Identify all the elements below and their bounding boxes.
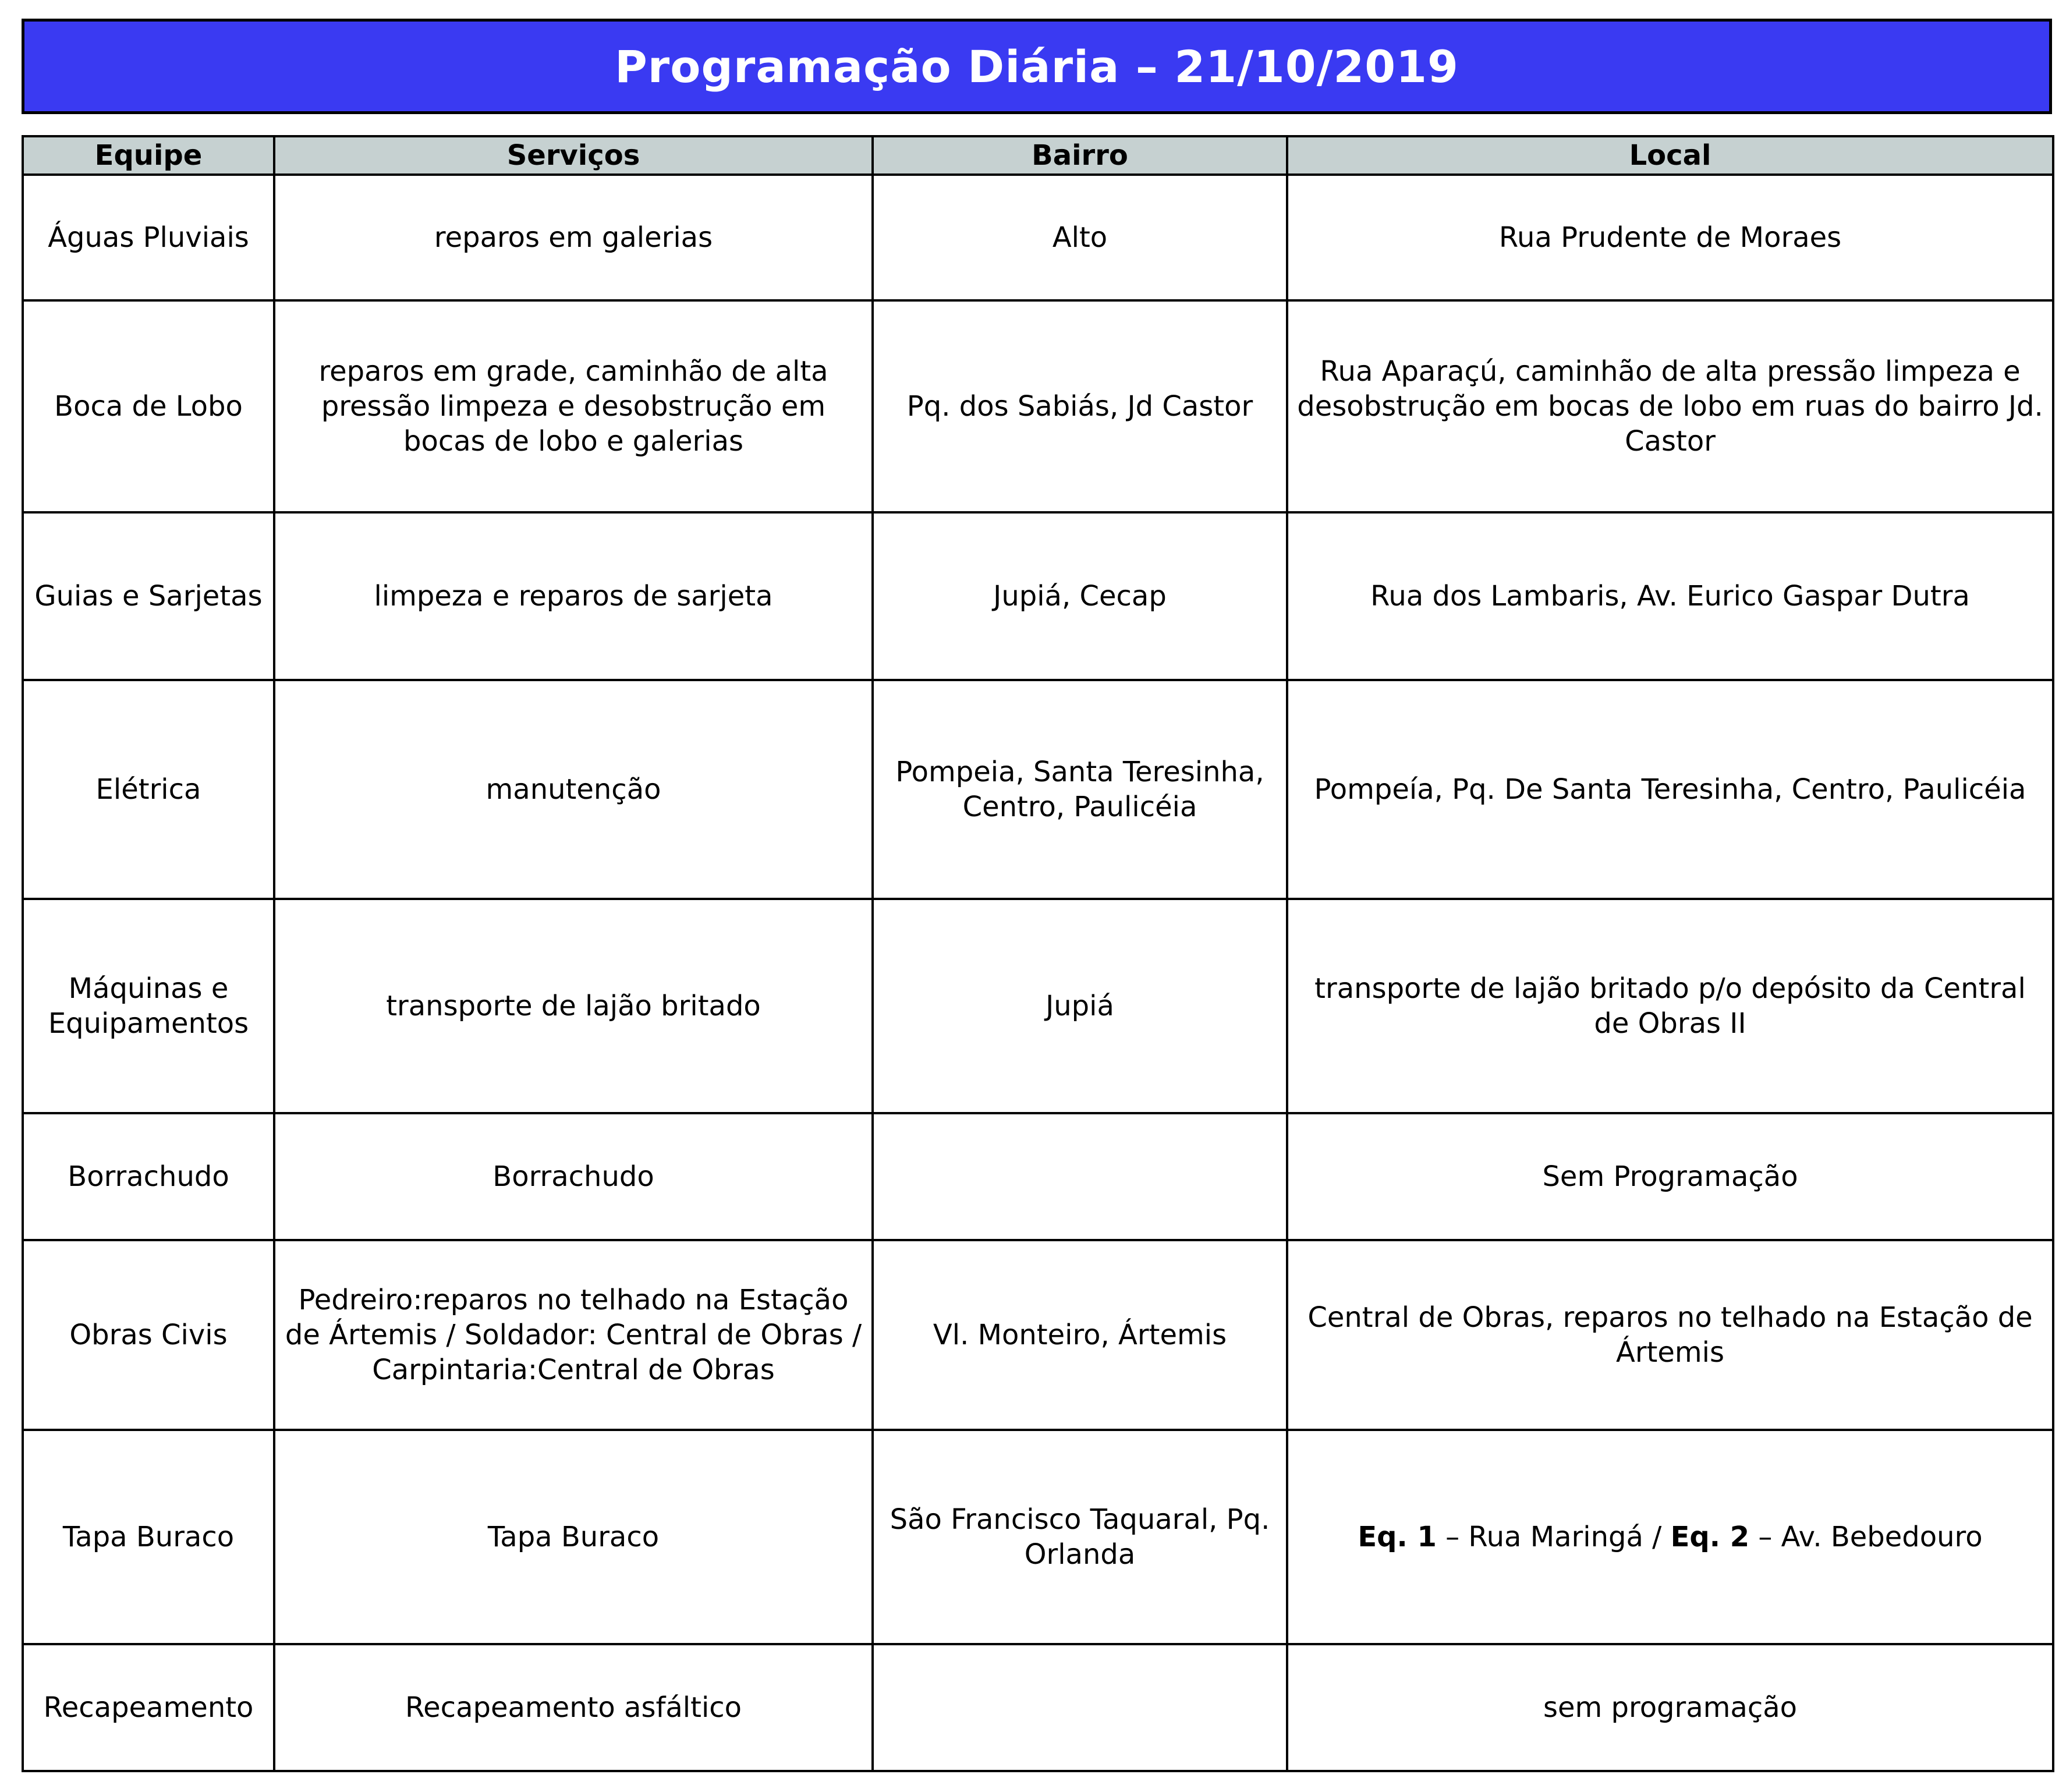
header-servicos: Serviços <box>274 136 873 175</box>
header-local: Local <box>1287 136 2053 175</box>
header-row <box>23 136 2053 175</box>
cell-local: Rua Aparaçú, caminhão de alta pressão limpeza e desobstrução em bocas de lobo em ruas do bairro Jd. Castor <box>1287 300 2053 512</box>
cell-local: Rua Prudente de Moraes <box>1287 175 2053 300</box>
cell-equipe: Borrachudo <box>23 1113 274 1240</box>
cell-local: sem programação <box>1287 1644 2053 1771</box>
table-row <box>23 1430 2053 1644</box>
cell-servicos: limpeza e reparos de sarjeta <box>274 512 873 680</box>
cell-servicos: Borrachudo <box>274 1113 873 1240</box>
cell-local: Sem Programação <box>1287 1113 2053 1240</box>
cell-local: Rua dos Lambaris, Av. Eurico Gaspar Dutra <box>1287 512 2053 680</box>
cell-local: transporte de lajão britado p/o depósito da Central de Obras II <box>1287 899 2053 1113</box>
cell-bairro: São Francisco Taquaral, Pq. Orlanda <box>873 1430 1287 1644</box>
cell-servicos: manutenção <box>274 680 873 899</box>
title-bar <box>22 19 2052 114</box>
cell-local <box>1287 1430 2053 1644</box>
eq1-text: – Rua Maringá / <box>1436 1521 1671 1553</box>
page-title: Programação Diária – 21/10/2019 <box>615 40 1459 93</box>
cell-bairro: Pq. dos Sabiás, Jd Castor <box>873 300 1287 512</box>
cell-equipe: Tapa Buraco <box>23 1430 274 1644</box>
cell-equipe: Águas Pluviais <box>23 175 274 300</box>
eq1-label: Eq. 1 <box>1358 1521 1437 1553</box>
cell-bairro: Jupiá <box>873 899 1287 1113</box>
cell-bairro: Pompeia, Santa Teresinha, Centro, Paulicéia <box>873 680 1287 899</box>
cell-servicos: Recapeamento asfáltico <box>274 1644 873 1771</box>
eq2-text: – Av. Bebedouro <box>1749 1521 1983 1553</box>
cell-equipe: Máquinas e Equipamentos <box>23 899 274 1113</box>
cell-bairro: Alto <box>873 175 1287 300</box>
cell-bairro <box>873 1644 1287 1771</box>
table-row <box>23 512 2053 680</box>
cell-equipe: Recapeamento <box>23 1644 274 1771</box>
header-bairro: Bairro <box>873 136 1287 175</box>
cell-equipe: Elétrica <box>23 680 274 899</box>
cell-equipe: Guias e Sarjetas <box>23 512 274 680</box>
cell-servicos: Tapa Buraco <box>274 1430 873 1644</box>
table-row <box>23 1644 2053 1771</box>
table-row <box>23 680 2053 899</box>
table-row <box>23 300 2053 512</box>
eq2-label: Eq. 2 <box>1670 1521 1750 1553</box>
table-row <box>23 1113 2053 1240</box>
header-equipe: Equipe <box>23 136 274 175</box>
cell-local: Pompeía, Pq. De Santa Teresinha, Centro, Paulicéia <box>1287 680 2053 899</box>
cell-servicos: reparos em grade, caminhão de alta pressão limpeza e desobstrução em bocas de lobo e galerias <box>274 300 873 512</box>
table-row <box>23 1240 2053 1430</box>
cell-servicos: transporte de lajão britado <box>274 899 873 1113</box>
cell-local: Central de Obras, reparos no telhado na Estação de Ártemis <box>1287 1240 2053 1430</box>
cell-bairro: Vl. Monteiro, Ártemis <box>873 1240 1287 1430</box>
table-row <box>23 899 2053 1113</box>
schedule-table <box>22 135 2054 1772</box>
cell-bairro <box>873 1113 1287 1240</box>
table-row <box>23 175 2053 300</box>
cell-equipe: Obras Civis <box>23 1240 274 1430</box>
cell-bairro: Jupiá, Cecap <box>873 512 1287 680</box>
cell-servicos: Pedreiro:reparos no telhado na Estação de Ártemis / Soldador: Central de Obras / Carpintaria:Central de Obras <box>274 1240 873 1430</box>
cell-equipe: Boca de Lobo <box>23 300 274 512</box>
cell-servicos: reparos em galerias <box>274 175 873 300</box>
